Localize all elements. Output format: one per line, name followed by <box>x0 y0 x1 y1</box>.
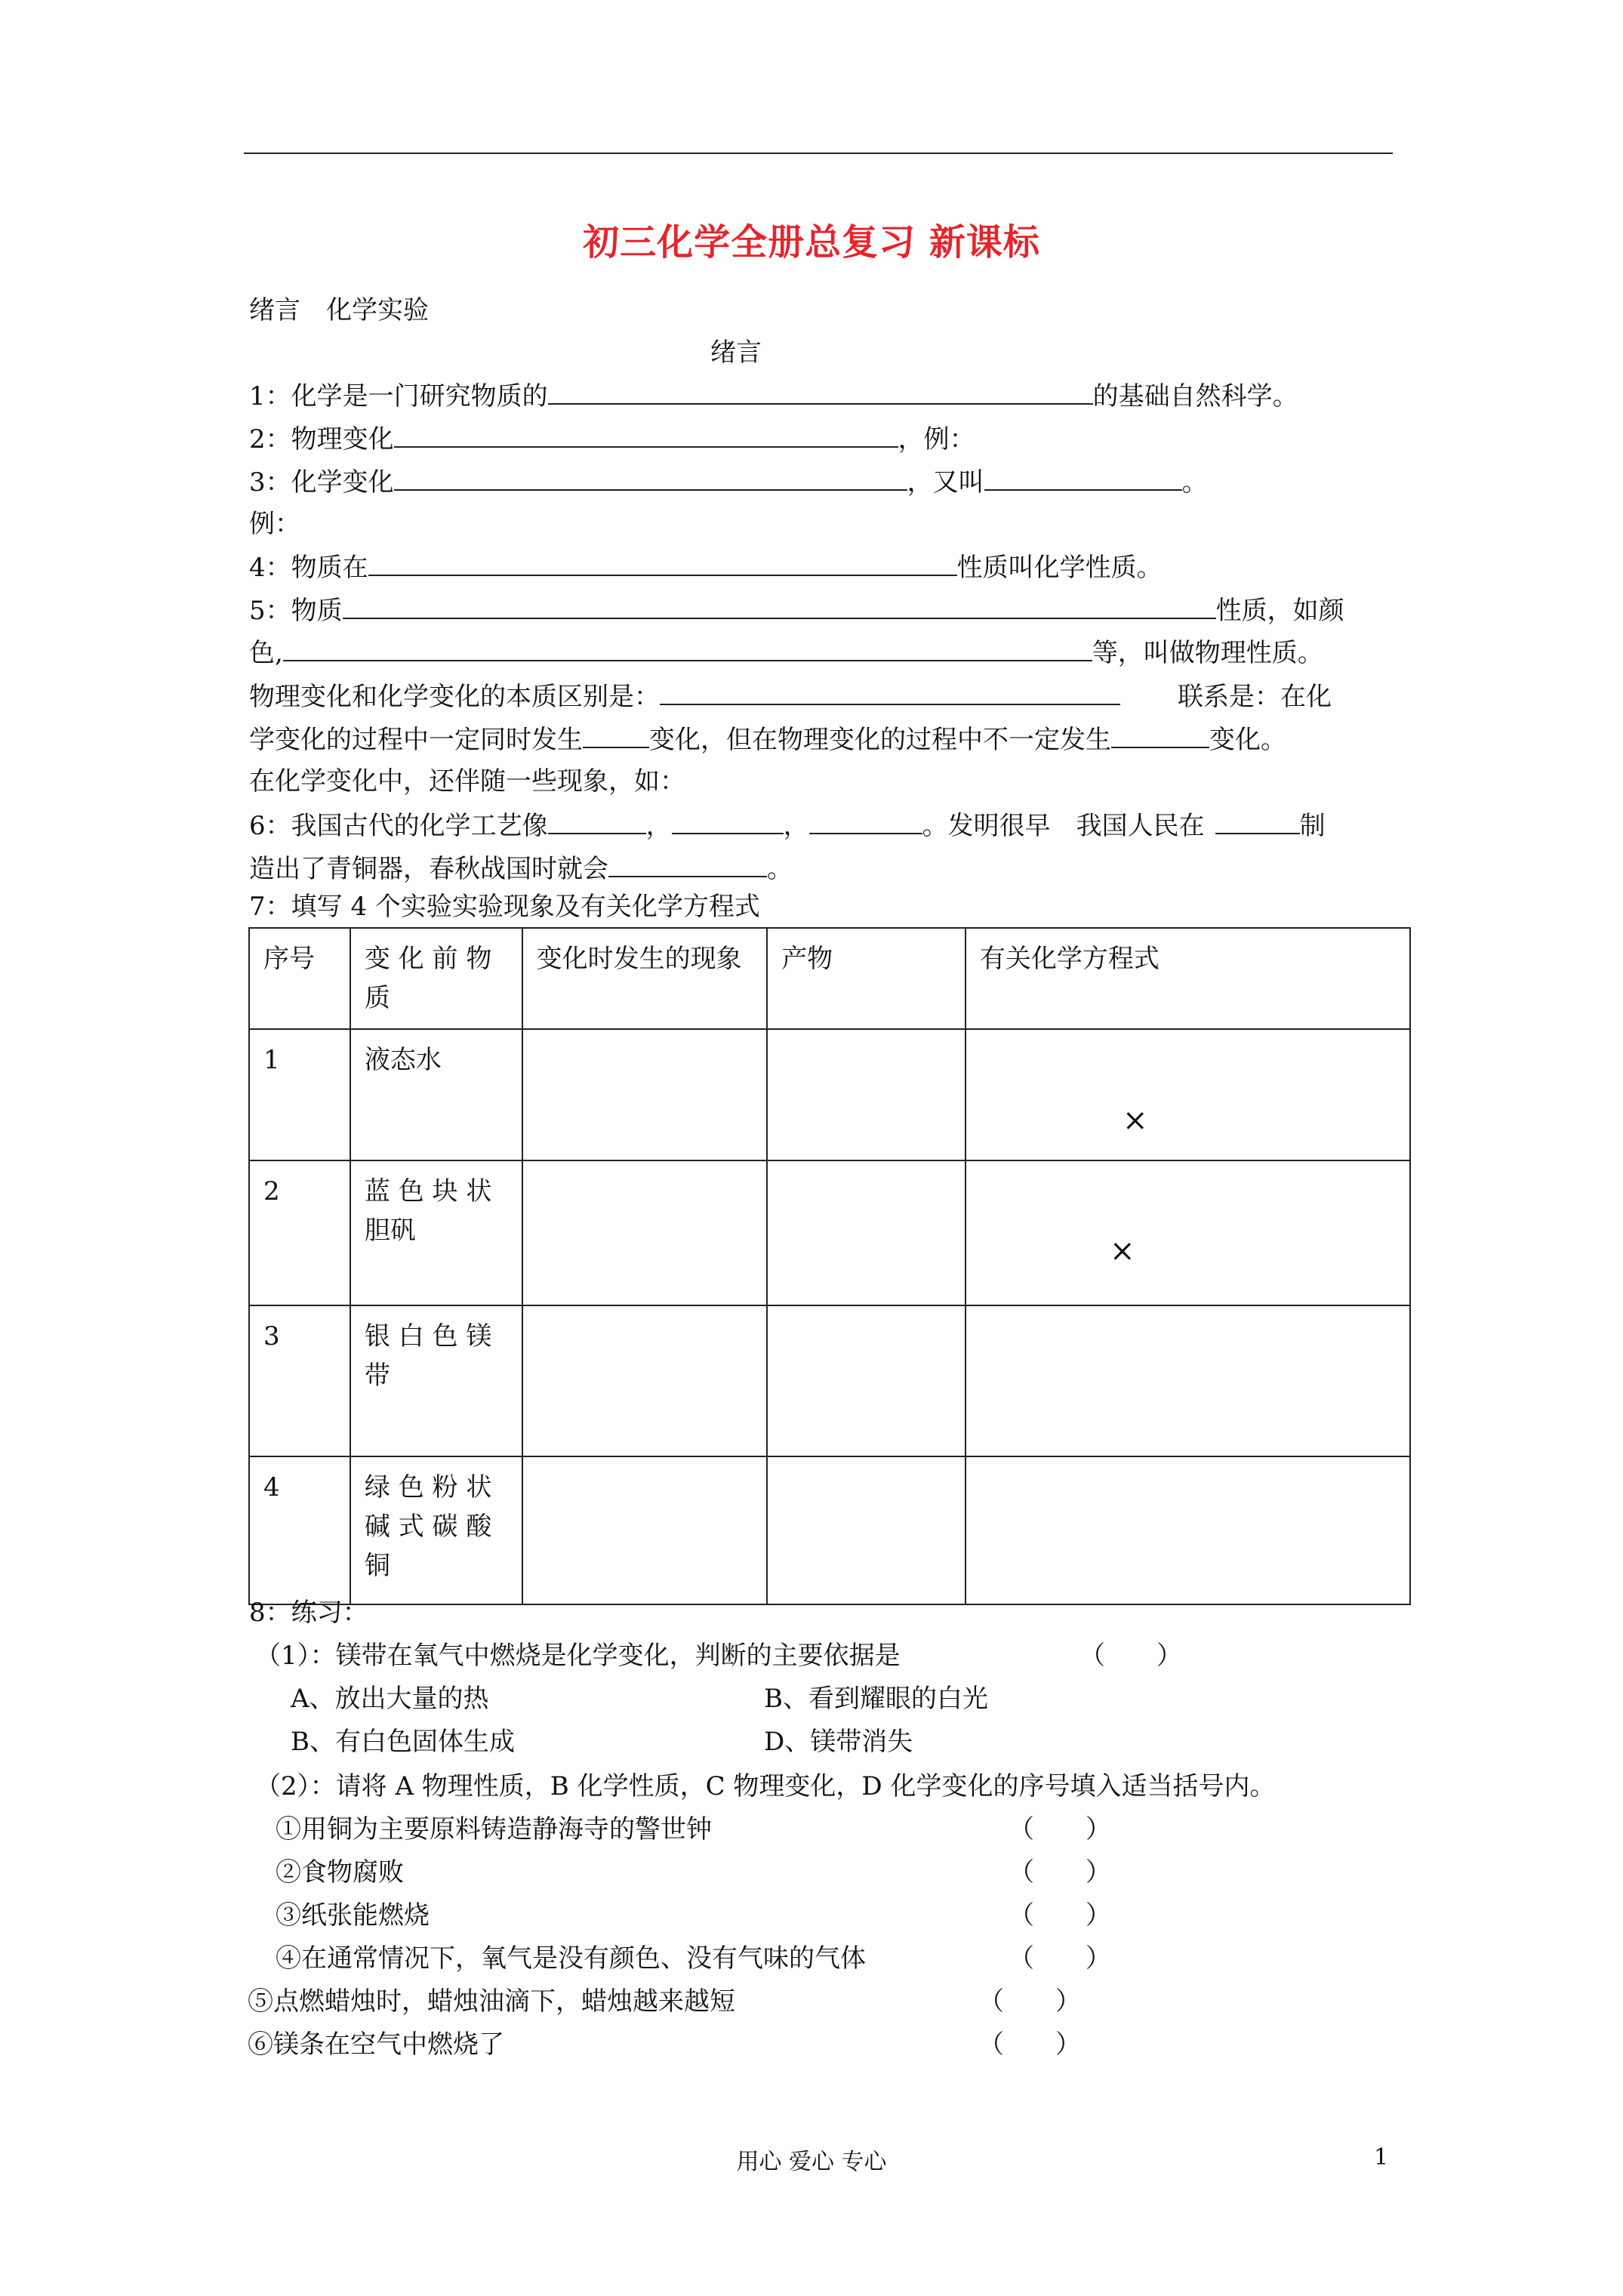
equation-cell[interactable] <box>965 1029 1410 1160</box>
table-header-row <box>249 928 1410 1029</box>
phenomenon-cell[interactable] <box>522 1456 768 1604</box>
ex2-item: ⑤点燃蜡烛时，蜡烛油滴下，蜡烛越来越短 <box>248 1986 735 2017</box>
exercise-2-stem: （2）：请将 A 物理性质，B 化学性质，C 物理变化，D 化学变化的序号填入适当括号内。 <box>255 1771 1276 1801</box>
q6-blank-2[interactable] <box>672 807 784 834</box>
sub-heading: 绪言 <box>710 337 762 368</box>
ex1-option-b[interactable]: B、看到耀眼的白光 <box>764 1684 988 1714</box>
header-cell: 变化时发生的现象 <box>522 928 768 1029</box>
q5-post: 性质，如颜 <box>1215 596 1344 626</box>
essence-pre: 物理变化和化学变化的本质区别是： <box>249 682 660 712</box>
table-row <box>249 1305 1410 1456</box>
q6-sep2: ， <box>783 811 809 841</box>
q5-pre: 5：物质 <box>249 596 343 626</box>
ex2-item: ⑥镁条在空气中燃烧了 <box>248 2029 504 2060</box>
q3-blank-1[interactable] <box>394 464 907 491</box>
question-5-cont <box>249 634 1323 670</box>
product-cell[interactable] <box>767 1029 965 1160</box>
ex2-item: ①用铜为主要原料铸造静海寺的警世钟 <box>276 1814 712 1845</box>
cross-mark: × <box>1123 1103 1148 1138</box>
ex2-item: ④在通常情况下，氧气是没有颜色、没有气味的气体 <box>276 1943 866 1974</box>
essence-line-1 <box>249 678 1332 714</box>
q3-blank-2[interactable] <box>984 464 1182 491</box>
header-cell: 产物 <box>767 928 965 1029</box>
exercise-1-stem <box>255 1638 901 1673</box>
essence2-blank-2[interactable] <box>1111 721 1209 748</box>
essence-post: 联系是：在化 <box>1178 682 1332 712</box>
row-number: 3 <box>249 1305 350 1456</box>
header-cell: 变 化 前 物 质 <box>350 928 522 1029</box>
q1-post: 的基础自然科学。 <box>1092 381 1298 411</box>
essence-line-2 <box>249 721 1286 757</box>
q6-blank-3[interactable] <box>809 807 922 834</box>
ex2-item: ③纸张能燃烧 <box>276 1900 430 1931</box>
q2-pre: 2：物理变化 <box>249 424 394 455</box>
q1-pre: 1：化学是一门研究物质的 <box>249 381 548 411</box>
question-5 <box>249 592 1344 628</box>
ex1-answer-paren[interactable]: （ ） <box>1079 1641 1182 1671</box>
q5-blank-1[interactable] <box>343 592 1216 619</box>
header-cell: 有关化学方程式 <box>965 928 1410 1029</box>
q6b-post: 。 <box>767 854 793 884</box>
q6b-pre: 造出了青铜器，春秋战国时就会 <box>249 854 608 884</box>
page-footer: 用心 爱心 专心 <box>736 2149 887 2175</box>
page-number: 1 <box>1374 2144 1389 2171</box>
phenomenon-cell[interactable] <box>522 1029 768 1160</box>
table-row <box>249 1029 1410 1160</box>
essence2-mid: 变化，但在物理变化的过程中不一定发生 <box>649 725 1111 755</box>
q6-post: 制 <box>1299 811 1326 841</box>
phenomenon-cell[interactable] <box>522 1160 768 1305</box>
q2-post: ，例： <box>898 424 975 455</box>
equation-cell[interactable] <box>965 1160 1410 1305</box>
question-7: 7：填写 4 个实验实验现象及有关化学方程式 <box>249 892 760 922</box>
ex2-answer-paren[interactable]: （ ） <box>1009 1943 1111 1974</box>
essence-blank[interactable] <box>660 678 1120 705</box>
q4-pre: 4：物质在 <box>249 553 368 583</box>
ex2-answer-paren[interactable]: （ ） <box>1009 1814 1111 1845</box>
product-cell[interactable] <box>767 1456 965 1604</box>
header-cell: 序号 <box>249 928 350 1029</box>
q3-pre: 3：化学变化 <box>249 467 394 498</box>
essence-line-3: 在化学变化中，还伴随一些现象，如： <box>249 766 685 797</box>
cross-mark: × <box>1110 1234 1135 1268</box>
q2-blank[interactable] <box>394 421 898 448</box>
q6-sep1: ， <box>645 811 672 841</box>
ex1-option-c[interactable]: B、有白色固体生成 <box>291 1727 515 1757</box>
q4-post: 性质叫化学性质。 <box>956 553 1163 583</box>
experiment-table <box>248 927 1411 1605</box>
q5b-pre: 色, <box>249 638 283 668</box>
essence2-blank-1[interactable] <box>583 721 649 748</box>
q3-mid: ，又叫 <box>907 467 984 498</box>
q1-blank[interactable] <box>548 378 1093 405</box>
phenomenon-cell[interactable] <box>522 1305 768 1456</box>
q6-blank-1[interactable] <box>548 807 646 834</box>
ex2-answer-paren[interactable]: （ ） <box>978 1986 1081 2017</box>
header-rule <box>244 153 1393 154</box>
table-row <box>249 1456 1410 1604</box>
row-substance: 银 白 色 镁 带 <box>350 1305 522 1456</box>
q6-blank-4[interactable] <box>1215 807 1300 834</box>
ex2-answer-paren[interactable]: （ ） <box>978 2029 1081 2060</box>
row-substance: 液态水 <box>350 1029 522 1160</box>
row-substance: 绿 色 粉 状 碱 式 碳 酸 铜 <box>350 1456 522 1604</box>
q5-blank-2[interactable] <box>283 634 1092 661</box>
question-1 <box>249 378 1298 414</box>
essence2-post: 变化。 <box>1209 725 1286 755</box>
row-number: 2 <box>249 1160 350 1305</box>
essence2-pre: 学变化的过程中一定同时发生 <box>249 725 583 755</box>
ex1-option-d[interactable]: D、镁带消失 <box>764 1727 913 1757</box>
row-substance: 蓝 色 块 状 胆矾 <box>350 1160 522 1305</box>
page-title: 初三化学全册总复习 新课标 <box>583 221 1040 264</box>
equation-cell[interactable] <box>965 1305 1410 1456</box>
equation-cell[interactable] <box>965 1456 1410 1604</box>
product-cell[interactable] <box>767 1305 965 1456</box>
question-6 <box>249 807 1326 843</box>
row-number: 4 <box>249 1456 350 1604</box>
product-cell[interactable] <box>767 1160 965 1305</box>
q4-blank[interactable] <box>368 549 957 576</box>
q6-pre: 6：我国古代的化学工艺像 <box>249 811 548 841</box>
ex1-stem: （1）：镁带在氧气中燃烧是化学变化，判断的主要依据是 <box>255 1641 901 1671</box>
ex2-answer-paren[interactable]: （ ） <box>1009 1857 1111 1888</box>
question-3 <box>249 464 1208 500</box>
question-3-example: 例： <box>249 509 300 539</box>
question-4 <box>249 549 1163 585</box>
row-number: 1 <box>249 1029 350 1160</box>
q6b-blank[interactable] <box>608 850 767 877</box>
question-8: 8：练习： <box>249 1598 368 1628</box>
q5b-post: 等，叫做物理性质。 <box>1092 638 1323 668</box>
section-heading: 绪言 化学实验 <box>249 295 429 325</box>
q3-post: 。 <box>1181 467 1208 498</box>
ex2-answer-paren[interactable]: （ ） <box>1009 1900 1111 1931</box>
question-6-cont <box>249 850 793 886</box>
question-2 <box>249 421 975 457</box>
q6-mid: 。发明很早 我国人民在 <box>922 811 1205 841</box>
table-row <box>249 1160 1410 1305</box>
ex1-option-a[interactable]: A、放出大量的热 <box>291 1684 489 1714</box>
ex2-item: ②食物腐败 <box>276 1857 404 1888</box>
